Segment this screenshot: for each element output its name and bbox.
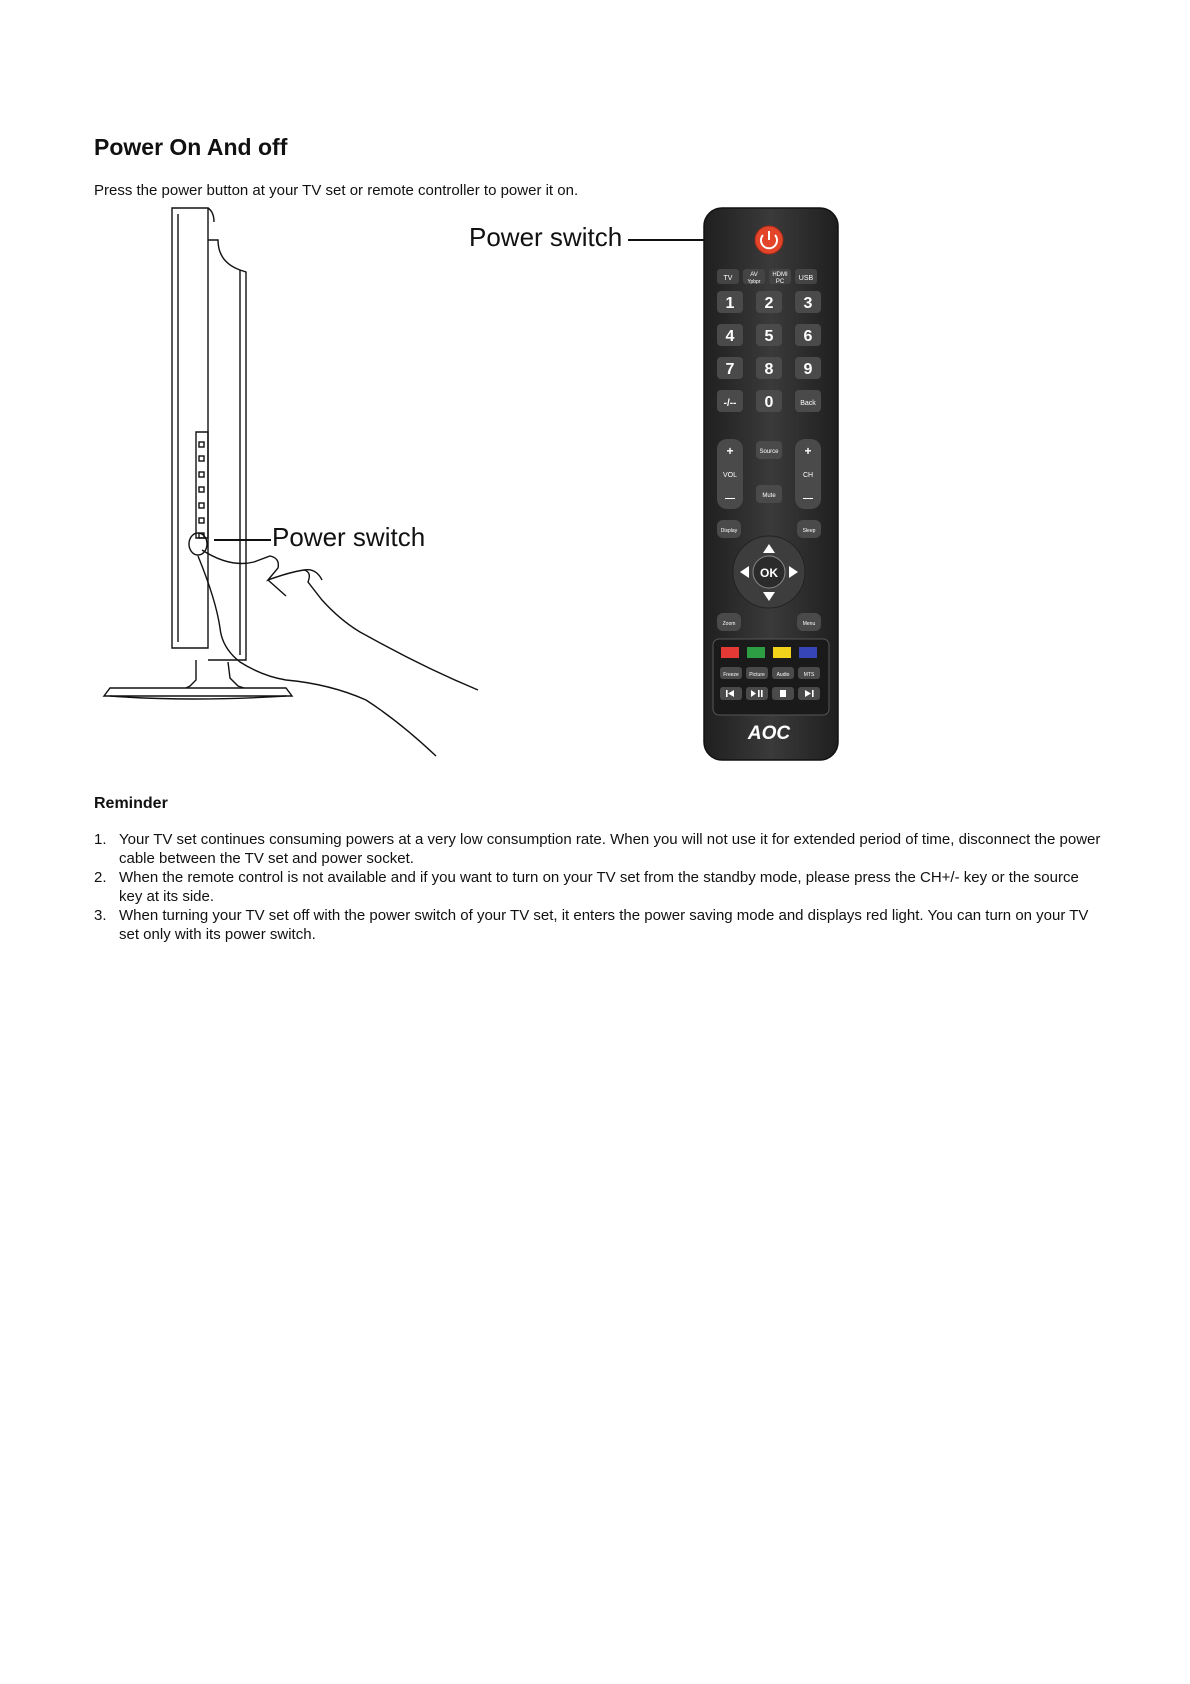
list-item-text: Your TV set continues consuming powers at a very low consumption rate. When you will not use it for extended period of time, disconnect the power cable between the TV set and power socket. [119,831,1101,867]
brand-logo: AOC [747,723,791,744]
key-mute: Mute [762,493,776,499]
list-item [94,906,1104,944]
key-zoom: Zoom [722,621,736,627]
key-6: 6 [803,328,813,345]
key-ypbpr: Ypbpr [747,279,761,285]
ch-label: CH [802,472,814,479]
key-2: 2 [764,295,774,312]
key-3: 3 [803,295,813,312]
ch-down: — [803,493,813,504]
list-item [94,868,1104,906]
key-freeze: Freeze [723,672,739,678]
key-picture: Picture [749,672,765,678]
key-source: Source [759,449,779,455]
ch-up: + [804,444,812,458]
page-title: Power On And off [94,134,288,160]
key-tv: TV [723,275,733,282]
red-key [721,647,739,658]
key-7: 7 [725,361,735,378]
reminder-list [94,830,1104,944]
key-ok: OK [760,566,778,580]
stop-icon [780,690,786,697]
key-av: AV [750,272,758,278]
key-0: 0 [764,394,774,411]
key-dash: -/-- [723,398,737,409]
intro-text: Press the power button at your TV set or remote controller to power it on. [94,182,579,199]
tv-side-illustration [90,200,530,770]
list-item-text: When turning your TV set off with the power switch of your TV set, it enters the power saving mode and displays red light. You can turn on your TV set only with its power switch. [119,907,1089,943]
tv-power-switch-label: Power switch [272,522,426,552]
vol-down: — [725,493,735,504]
yellow-key [773,647,791,658]
list-item [94,830,1104,868]
key-display: Display [720,528,738,534]
key-9: 9 [803,361,813,378]
remote-power-switch-label: Power switch [469,222,623,252]
key-pc: PC [775,279,785,285]
reminder-heading: Reminder [94,795,168,812]
key-sleep: Sleep [802,528,816,534]
key-4: 4 [725,328,735,345]
key-audio: Audio [776,672,790,678]
key-mts: MTS [803,672,815,678]
key-menu: Menu [802,621,816,627]
key-8: 8 [764,361,774,378]
list-item-number: 3. [94,907,107,924]
vol-label: VOL [722,472,738,479]
tv-label-connector [214,539,271,541]
list-item-number: 2. [94,869,107,886]
remote-control-illustration [703,207,839,761]
green-key [747,647,765,658]
list-item-text: When the remote control is not available and if you want to turn on your TV set from the standby mode, please press the CH+/- key or the source key at its side. [119,869,1079,905]
key-usb: USB [798,275,814,282]
list-item-number: 1. [94,831,107,848]
key-back: Back [800,400,816,407]
key-1: 1 [725,295,735,312]
key-hdmi: HDMI [772,272,788,278]
key-5: 5 [764,328,774,345]
blue-key [799,647,817,658]
vol-up: + [726,444,734,458]
